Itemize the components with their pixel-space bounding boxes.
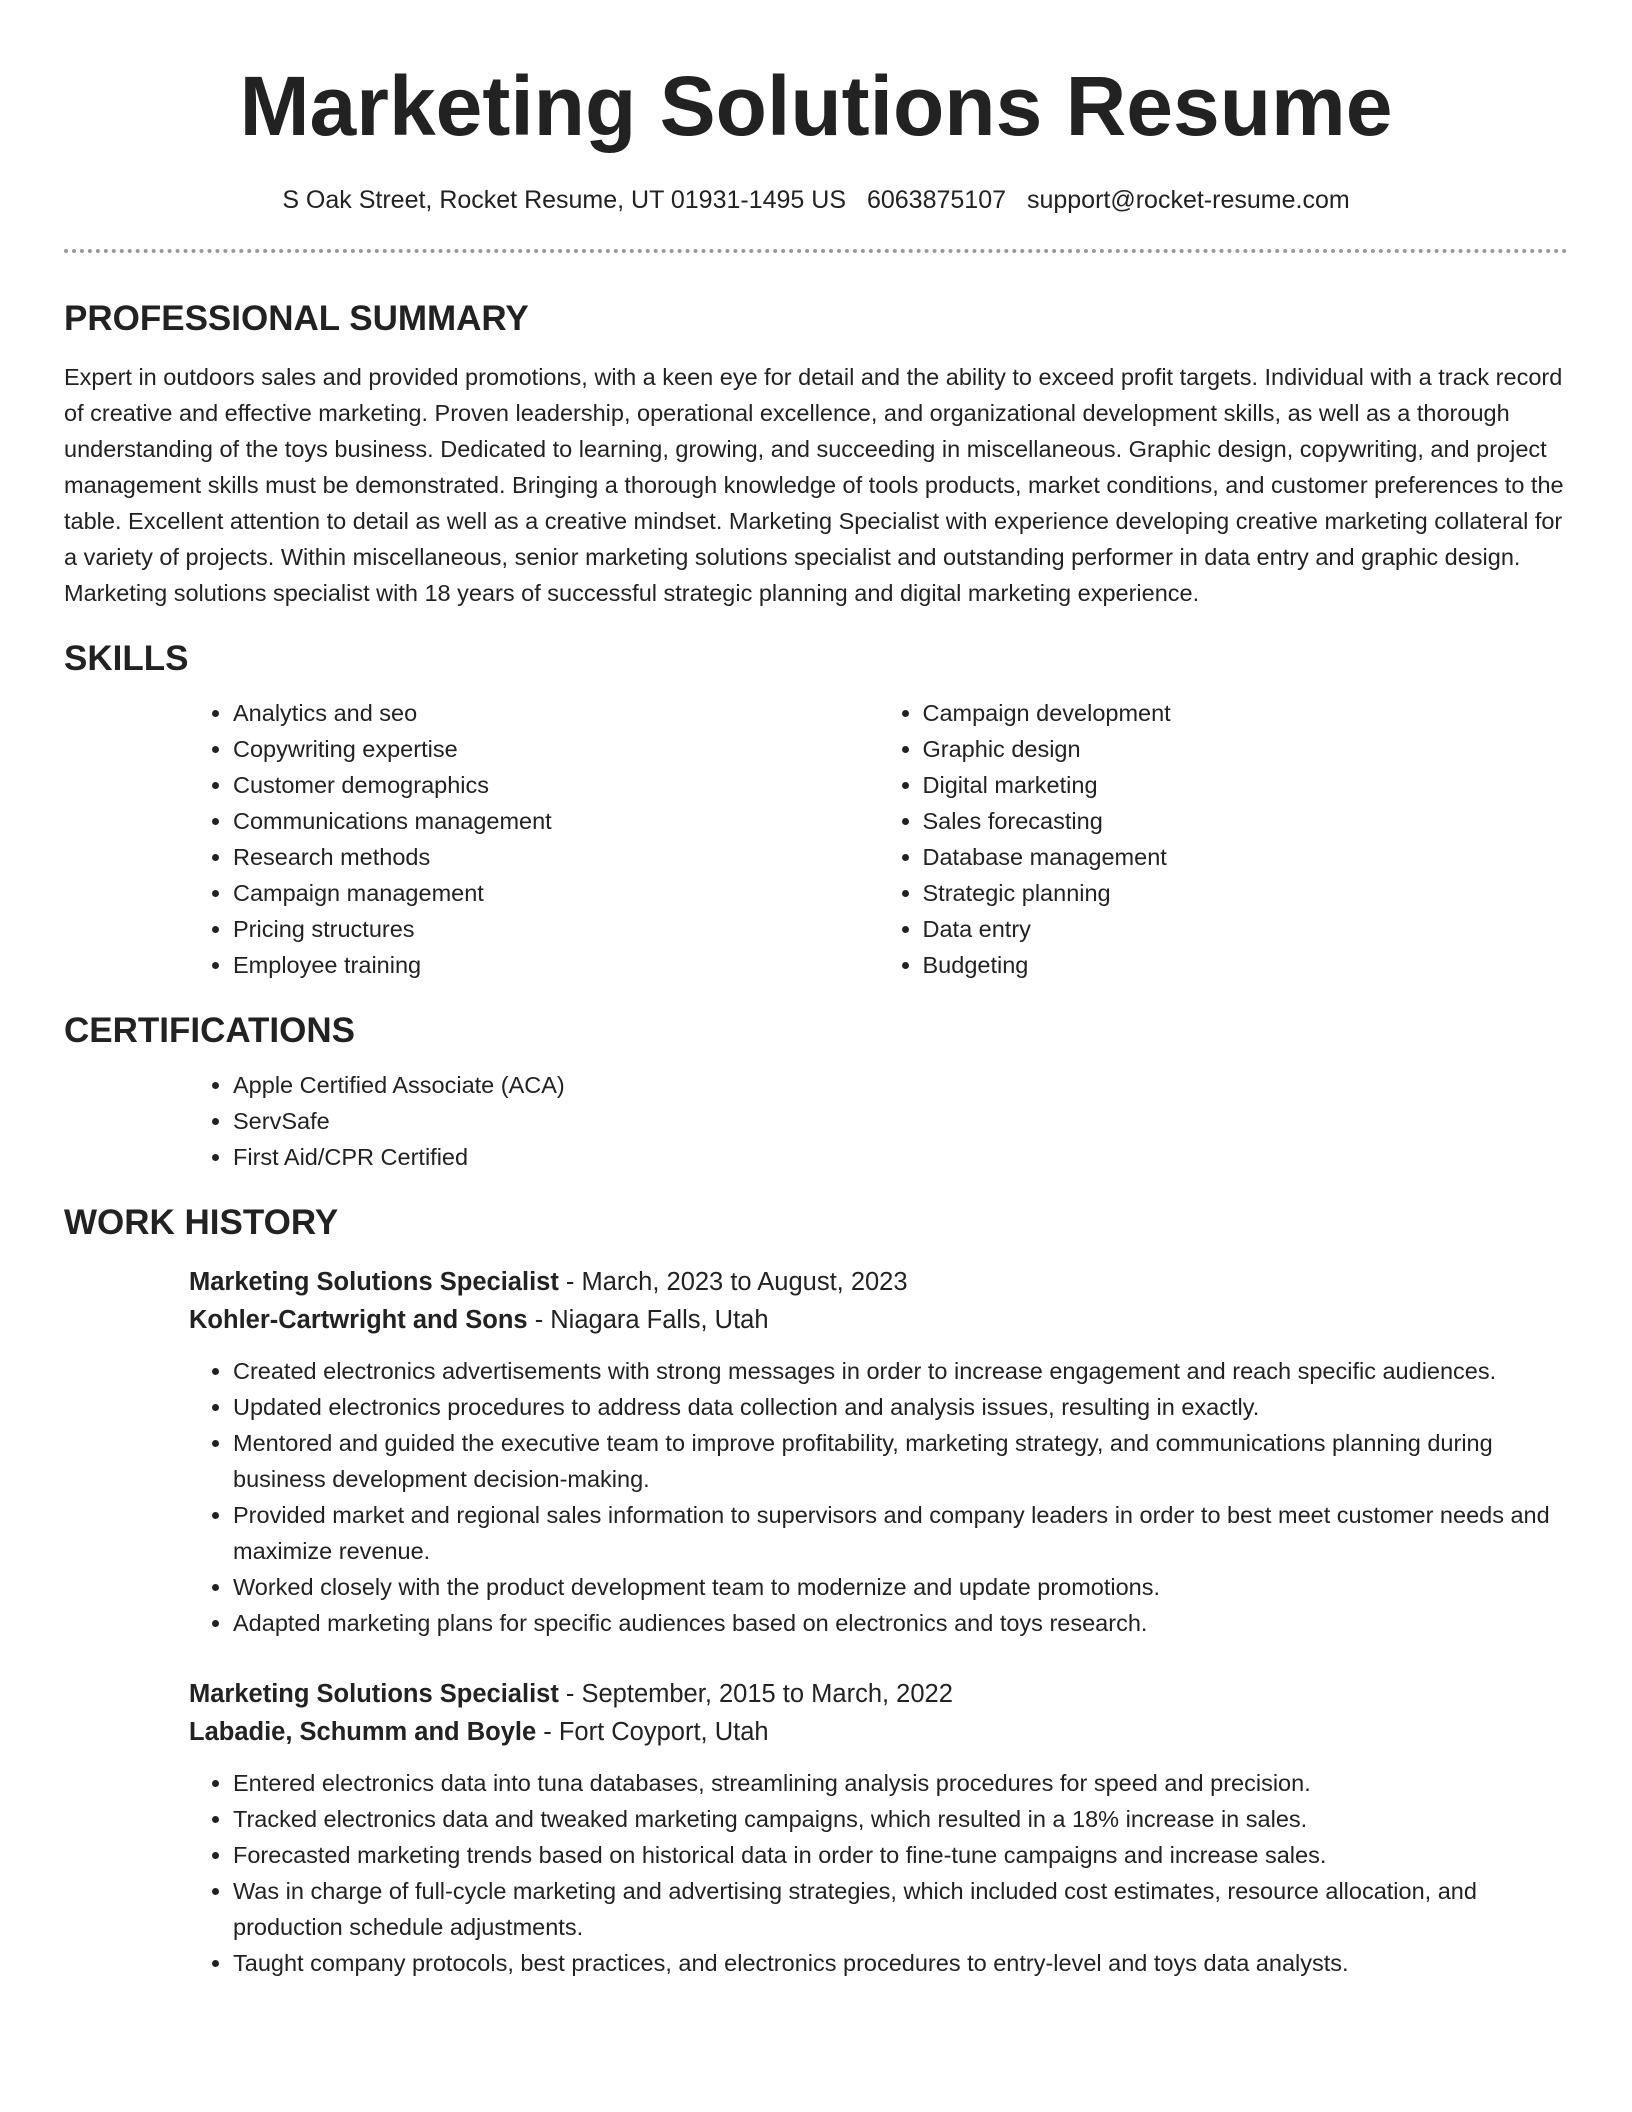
skills-list-right [879,695,1569,983]
skill-item: • Budgeting [923,947,1569,983]
skill-item: • Strategic planning [923,875,1569,911]
job-bullet: • Tracked electronics data and tweaked marketing campaigns, which resulted in a 18% increase in sales. [233,1801,1568,1837]
skills-list-left [189,695,879,983]
skill-item: • Copywriting expertise [233,731,879,767]
skill-item: • Data entry [923,911,1569,947]
skill-item: • Digital marketing [923,767,1569,803]
skill-item: • Sales forecasting [923,803,1569,839]
certification-item: • First Aid/CPR Certified [233,1139,1568,1175]
skill-item: • Analytics and seo [233,695,879,731]
summary-text: Expert in outdoors sales and provided promotions, with a keen eye for detail and the ability to exceed profit targets. Individual with a track record of creative and effective marketing. Proven leadership, operational excellence, and organizational development skills, as well as a thorough understanding of the toys business. Dedicated to learning, growing, and succeeding in miscellaneous. Graphic design, copywriting, and project management skills must be demonstrated. Bringing a thorough knowledge of tools products, market conditions, and customer preferences to the table. Excellent attention to detail as well as a creative mindset. Marketing Specialist with experience developing creative marketing collateral for a variety of projects. Within miscellaneous, senior marketing solutions specialist and outstanding performer in data entry and graphic design. Marketing solutions specialist with 18 years of successful strategic planning and digital marketing experience. [64,364,1564,606]
skills-columns [189,695,1568,983]
job-company-line [189,1713,1568,1751]
skills-section [64,637,1568,983]
certifications-list [189,1067,1568,1175]
resume-title: Marketing Solutions Resume [239,59,1393,153]
skill-item: • Database management [923,839,1569,875]
job-company-line [189,1301,1568,1339]
section-heading-summary: PROFESSIONAL SUMMARY [64,299,529,338]
contact-phone: 6063875107 [866,186,1007,214]
job-company: Labadie, Schumm and Boyle [189,1718,537,1746]
job-bullet: • Created electronics advertisements with strong messages in order to increase engagement and reach specific audiences. [233,1353,1568,1389]
job-bullet: • Provided market and regional sales information to supervisors and company leaders in order to best meet customer needs and maximize revenue. [233,1497,1568,1569]
job-bullet: • Forecasted marketing trends based on historical data in order to fine-tune campaigns and increase sales. [233,1837,1568,1873]
section-heading-certifications: CERTIFICATIONS [64,1011,356,1050]
certification-item: • ServSafe [233,1103,1568,1139]
resume-page [64,0,1568,1981]
job-title: Marketing Solutions Specialist [189,1268,559,1296]
job-bullets [189,1353,1568,1641]
job-bullet: • Taught company protocols, best practices, and electronics procedures to entry-level and toys data analysts. [233,1945,1568,1981]
certifications-section [64,1009,1568,1175]
job-bullet: • Updated electronics procedures to address data collection and analysis issues, resulting in exactly. [233,1389,1568,1425]
skill-item: • Campaign development [923,695,1569,731]
job-bullet: • Adapted marketing plans for specific audiences based on electronics and toys research. [233,1605,1568,1641]
job-bullet: • Mentored and guided the executive team to improve profitability, marketing strategy, and communications planning during business development decision-making. [233,1425,1568,1497]
section-heading-skills: SKILLS [64,639,189,678]
header-divider [64,249,1568,253]
work-history-section [64,1201,1568,1981]
certification-item: • Apple Certified Associate (ACA) [233,1067,1568,1103]
skill-item: • Campaign management [233,875,879,911]
professional-summary-section [64,297,1568,611]
skill-item: • Customer demographics [233,767,879,803]
job-company: Kohler-Cartwright and Sons [189,1306,528,1334]
job-dates: - September, 2015 to March, 2022 [558,1680,953,1708]
contact-address: S Oak Street, Rocket Resume, UT 01931-1495 US [282,186,847,214]
skill-item: • Pricing structures [233,911,879,947]
skill-item: • Graphic design [923,731,1569,767]
job-location: - Niagara Falls, Utah [527,1306,769,1334]
job-bullet: • Was in charge of full-cycle marketing and advertising strategies, which included cost estimates, resource allocation, and production schedule adjustments. [233,1873,1568,1945]
job-bullets [189,1765,1568,1981]
section-heading-work-history: WORK HISTORY [64,1203,339,1242]
skill-item: • Communications management [233,803,879,839]
job-entry [189,1675,1568,1981]
job-dates: - March, 2023 to August, 2023 [558,1268,908,1296]
job-entry [189,1263,1568,1641]
job-bullet: • Worked closely with the product development team to modernize and update promotions. [233,1569,1568,1605]
contact-email[interactable]: support@rocket-resume.com [1026,186,1350,214]
job-location: - Fort Coyport, Utah [536,1718,769,1746]
job-title-line [189,1675,1568,1713]
contact-info [64,184,1568,216]
job-title: Marketing Solutions Specialist [189,1680,559,1708]
job-title-line [189,1263,1568,1301]
skill-item: • Employee training [233,947,879,983]
job-bullet: • Entered electronics data into tuna databases, streamlining analysis procedures for speed and precision. [233,1765,1568,1801]
skill-item: • Research methods [233,839,879,875]
